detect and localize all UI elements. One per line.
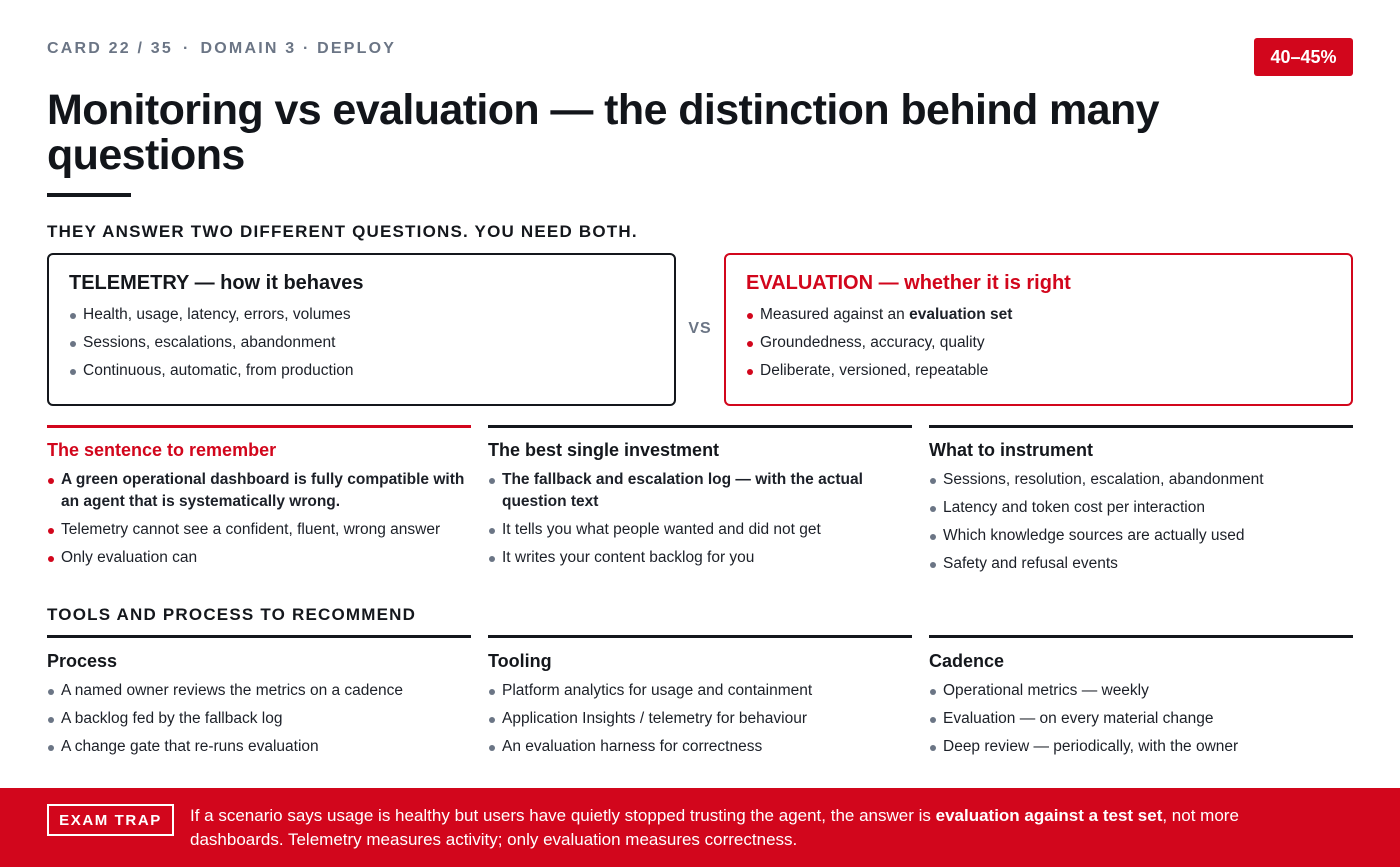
list-item: Sessions, escalations, abandonment bbox=[69, 332, 654, 354]
exam-trap-text-emphasis: evaluation against a test set bbox=[935, 806, 1163, 825]
tooling-heading: Tooling bbox=[488, 651, 552, 671]
list-item bbox=[47, 469, 471, 513]
instrument-list bbox=[929, 469, 1353, 575]
list-item: A change gate that re-runs evaluation bbox=[47, 736, 471, 758]
list-item: Which knowledge sources are actually used bbox=[929, 525, 1353, 547]
evaluation-list bbox=[746, 304, 1331, 382]
list-item: It tells you what people wanted and did not get bbox=[488, 519, 912, 541]
title-underline bbox=[47, 193, 131, 197]
page-title: Monitoring vs evaluation — the distinction behind many questions bbox=[47, 86, 1159, 179]
exam-trap-text-pre: If a scenario says usage is healthy but users have quietly stopped trusting the agent, the answer is bbox=[190, 806, 936, 825]
list-item: Operational metrics — weekly bbox=[929, 680, 1353, 702]
tooling-list bbox=[488, 680, 912, 758]
exam-trap-text-post: , not more dashboards. Telemetry measures activity; only evaluation measures correctness. bbox=[190, 806, 1239, 849]
section-heading-both: THEY ANSWER TWO DIFFERENT QUESTIONS. YOU NEED BOTH. bbox=[47, 222, 638, 241]
list-item: Sessions, resolution, escalation, abandonment bbox=[929, 469, 1353, 491]
list-item: Deep review — periodically, with the owner bbox=[929, 736, 1353, 758]
list-item: A backlog fed by the fallback log bbox=[47, 708, 471, 730]
list-item: A named owner reviews the metrics on a cadence bbox=[47, 680, 471, 702]
investment-column bbox=[488, 425, 912, 575]
list-item: Evaluation — on every material change bbox=[929, 708, 1353, 730]
investment-list bbox=[488, 469, 912, 569]
list-item: Platform analytics for usage and containment bbox=[488, 680, 912, 702]
exam-trap-banner bbox=[0, 788, 1400, 867]
cadence-list bbox=[929, 680, 1353, 758]
list-item: Deliberate, versioned, repeatable bbox=[746, 360, 1331, 382]
list-item bbox=[488, 469, 912, 513]
telemetry-list bbox=[69, 304, 654, 382]
list-item: Application Insights / telemetry for behaviour bbox=[488, 708, 912, 730]
list-item: It writes your content backlog for you bbox=[488, 547, 912, 569]
domain-label: DOMAIN 3 · DEPLOY bbox=[200, 40, 397, 57]
telemetry-box bbox=[47, 253, 676, 406]
tooling-column bbox=[488, 635, 912, 764]
list-item bbox=[746, 304, 1331, 326]
list-item: Safety and refusal events bbox=[929, 553, 1353, 575]
weight-badge: 40–45% bbox=[1254, 38, 1353, 76]
list-item-text: Measured against an bbox=[760, 306, 910, 323]
card-kicker bbox=[47, 40, 396, 58]
kicker-separator: · bbox=[183, 40, 191, 57]
evaluation-heading: EVALUATION — whether it is right bbox=[746, 272, 1071, 294]
exam-trap-text bbox=[190, 804, 1330, 852]
list-item: Groundedness, accuracy, quality bbox=[746, 332, 1331, 354]
exam-trap-label: EXAM TRAP bbox=[47, 804, 174, 836]
cadence-heading: Cadence bbox=[929, 651, 1005, 671]
instrument-column bbox=[929, 425, 1353, 581]
investment-heading: The best single investment bbox=[488, 440, 720, 460]
remember-column bbox=[47, 425, 471, 575]
list-item: Continuous, automatic, from production bbox=[69, 360, 654, 382]
card-counter: CARD 22 / 35 bbox=[47, 40, 173, 57]
process-column bbox=[47, 635, 471, 764]
list-item: Latency and token cost per interaction bbox=[929, 497, 1353, 519]
telemetry-heading: TELEMETRY — how it behaves bbox=[69, 272, 364, 294]
cadence-column bbox=[929, 635, 1353, 764]
instrument-heading: What to instrument bbox=[929, 440, 1093, 460]
list-item: Telemetry cannot see a confident, fluent, wrong answer bbox=[47, 519, 471, 541]
list-item: An evaluation harness for correctness bbox=[488, 736, 912, 758]
evaluation-box bbox=[724, 253, 1353, 406]
process-list bbox=[47, 680, 471, 758]
list-item-emphasis: A green operational dashboard is fully compatible with an agent that is systematically wrong. bbox=[61, 471, 465, 510]
list-item-emphasis: The fallback and escalation log — with the actual question text bbox=[502, 471, 863, 510]
list-item-emphasis: evaluation set bbox=[909, 306, 1013, 323]
remember-heading: The sentence to remember bbox=[47, 440, 277, 460]
section-heading-tools: TOOLS AND PROCESS TO RECOMMEND bbox=[47, 605, 417, 624]
list-item: Health, usage, latency, errors, volumes bbox=[69, 304, 654, 326]
vs-label: VS bbox=[688, 320, 712, 337]
list-item: Only evaluation can bbox=[47, 547, 471, 569]
remember-list bbox=[47, 469, 471, 569]
process-heading: Process bbox=[47, 651, 118, 671]
